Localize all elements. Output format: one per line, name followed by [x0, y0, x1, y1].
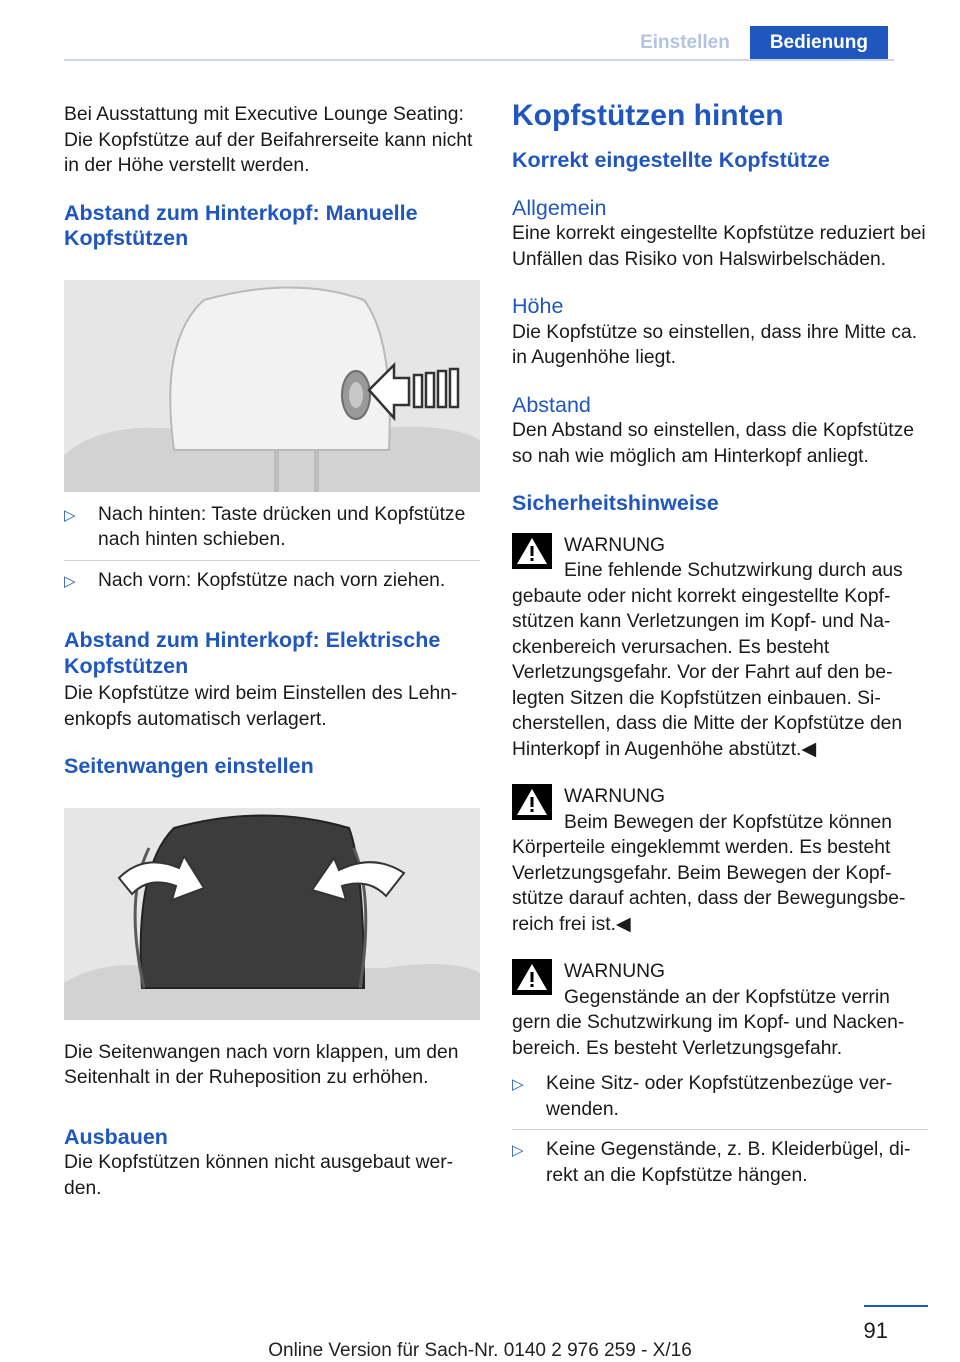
warning-text-start: Eine fehlende Schutzwirkung durch aus — [564, 560, 903, 581]
bullet-divider — [512, 1129, 928, 1130]
footer-text: Online Version für Sach-Nr. 0140 2 976 259 - X/16 — [268, 1340, 692, 1361]
heading-safety: Sicherheitshinweise — [512, 491, 719, 515]
warning-triangle-icon — [512, 784, 552, 820]
warning-label: WARNUNG — [564, 534, 666, 556]
bullet-text: Nach hinten: Taste drücken und Kopfstütze nach hinten schieben. — [98, 503, 466, 550]
heading-remove: Ausbauen — [64, 1124, 168, 1149]
warning-text: gebaute oder nicht korrekt eingestellte Kopfstützen kann Verletzungen im Kopf- und Nackenbereich verursachen. Es besteht Verletzungsgefahr. Vor der Fahrt auf den belegten Sitzen die Kopfstützen einbauen. Sicherstellen, dass die Mitte der Kopfstütze den Hinterkopf in Augenhöhe abstützt.◀ — [512, 585, 903, 760]
page-number: 91 — [863, 1318, 888, 1343]
warning-block — [512, 533, 928, 763]
warning-label: WARNUNG — [564, 961, 666, 982]
list-item — [64, 502, 480, 553]
tab-bedienung[interactable]: Bedienung — [750, 26, 888, 60]
triangle-right-icon: ▷ — [512, 1076, 524, 1093]
warning-text: Körperteile eingeklemmt werden. Es besteht Verletzungsgefahr. Beim Bewegen der Kopfstütze darauf achten, dass der Bewegungsbereich frei ist.◀ — [512, 837, 906, 935]
warning-triangle-icon — [512, 959, 552, 995]
electric-text: Die Kopfstütze wird beim Einstellen des Lehnenkopfs automatisch verlagert. — [64, 683, 458, 730]
header-tabs — [620, 26, 888, 60]
warning-block — [512, 784, 928, 937]
warning-triangle-icon — [512, 533, 552, 569]
bullet-divider — [64, 560, 480, 561]
warning-bullet-list — [512, 1071, 928, 1188]
triangle-right-icon: ▷ — [64, 506, 76, 524]
footer-rule — [864, 1305, 928, 1307]
left-column — [64, 96, 480, 1201]
list-item — [512, 1137, 928, 1188]
heading-distance: Abstand — [512, 392, 591, 417]
bullet-text: Keine Gegenstände, z. B. Kleiderbügel, direkt an die Kopfstütze hängen. — [546, 1139, 911, 1186]
manual-bullet-list — [64, 502, 480, 595]
header-divider — [64, 59, 894, 61]
remove-text: Die Kopfstützen können nicht ausgebaut werden. — [64, 1152, 454, 1199]
height-text: Die Kopfstütze so einstellen, dass ihre Mitte ca. in Augenhöhe liegt. — [512, 321, 918, 368]
heading-electric-headrests: Abstand zum Hinterkopf: Elektrische Kopfstützen — [64, 628, 441, 678]
tab-einstellen[interactable]: Einstellen — [640, 32, 730, 53]
warning-text-start: Gegenstände an der Kopfstütze verrin — [564, 986, 890, 1008]
warning-block — [512, 959, 928, 1061]
right-column — [512, 96, 928, 1188]
headrest-button-illustration — [64, 280, 480, 492]
heading-rear-headrests: Kopfstützen hinten — [512, 99, 784, 132]
side-wings-illustration — [64, 808, 480, 1020]
bullet-text: Keine Sitz- oder Kopfstützenbezüge verwenden. — [546, 1073, 893, 1120]
triangle-right-icon: ▷ — [512, 1142, 524, 1159]
heading-side-wings: Seitenwangen einstellen — [64, 754, 314, 778]
side-wings-text: Die Seitenwangen nach vorn klappen, um den Seitenhalt in der Ruheposition zu erhöhen. — [64, 1041, 459, 1088]
distance-text: Den Abstand so einstellen, dass die Kopfstütze so nah wie möglich am Hinterkopf anliegt. — [512, 420, 914, 467]
triangle-right-icon: ▷ — [64, 572, 76, 590]
general-text: Eine korrekt eingestellte Kopfstütze reduziert bei Unfällen das Risiko von Halswirbelschäden. — [512, 223, 926, 270]
warning-text: gern die Schutzwirkung im Kopf- und Nackenbereich. Es besteht Verletzungsgefahr. — [512, 1012, 905, 1059]
warning-text-start: Beim Bewegen der Kopfstütze können — [564, 811, 892, 833]
heading-manual-headrests: Abstand zum Hinterkopf: Manuelle Kopfstützen — [64, 200, 418, 250]
list-item — [64, 568, 480, 595]
warning-label: WARNUNG — [564, 786, 666, 807]
bullet-text: Nach vorn: Kopfstütze nach vorn ziehen. — [98, 569, 446, 591]
heading-height: Höhe — [512, 294, 564, 318]
list-item — [512, 1071, 928, 1122]
heading-correct-headrest: Korrekt eingestellte Kopfstütze — [512, 148, 830, 172]
heading-general: Allgemein — [512, 195, 607, 220]
intro-text: Bei Ausstattung mit Executive Lounge Seating: Die Kopfstütze auf der Beifahrerseite kann nicht in der Höhe verstellt werden. — [64, 104, 473, 176]
